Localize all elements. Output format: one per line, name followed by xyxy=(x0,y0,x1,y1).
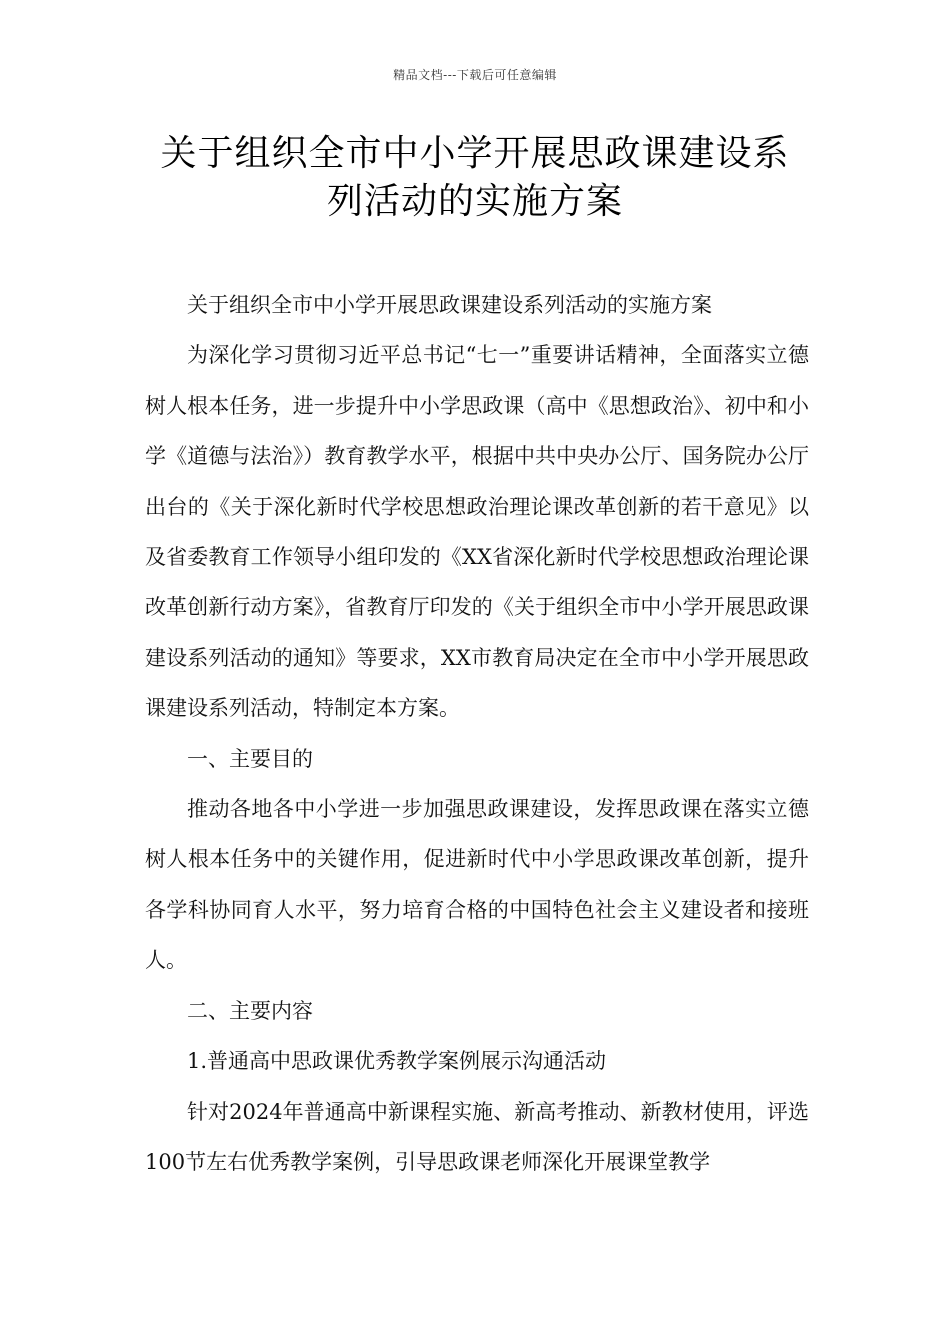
header-note: 精品文档---下载后可任意编辑 xyxy=(393,68,557,82)
title-line-2: 列活动的实施方案 xyxy=(326,181,623,222)
paragraph-subtitle: 关于组织全市中小学开展思政课建设系列活动的实施方案 xyxy=(187,293,712,317)
subsection-heading-1: 1.普通高中思政课优秀教学案例展示沟通活动 xyxy=(187,1049,607,1074)
section-heading-1: 一、主要目的 xyxy=(187,746,313,771)
title-line-1: 关于组织全市中小学开展思政课建设系 xyxy=(160,133,790,174)
document-body xyxy=(145,280,809,1187)
paragraph-purpose: 推动各地各中小学进一步加强思政课建设，发挥思政课在落实立德树人根本任务中的关键作用，促进新时代中小学思政课改革创新，提升各学科协同育人水平，努力培育合格的中国特色社会主义建设者和接班人。 xyxy=(145,797,809,973)
paragraph-intro: 为深化学习贯彻习近平总书记“七一”重要讲话精神，全面落实立德树人根本任务，进一步提升中小学思政课（高中《思想政治》、初中和小学《道德与法治》）教育教学水平，根据中共中央办公厅、国务院办公厅出台的《关于深化新时代学校思想政治理论课改革创新的若干意见》以及省委教育工作领导小组印发的《XX省深化新时代学校思想政治理论课改革创新行动方案》，省教育厅印发的《关于组织全市中小学开展思政课建设系列活动的通知》等要求，XX市教育局决定在全市中小学开展思政课建设系列活动，特制定本方案。 xyxy=(145,343,809,721)
document-title xyxy=(130,130,820,226)
section-heading-2: 二、主要内容 xyxy=(187,998,313,1023)
paragraph-content-1: 针对2024年普通高中新课程实施、新高考推动、新教材使用，评选100节左右优秀教学案例，引导思政课老师深化开展课堂教学 xyxy=(145,1099,809,1174)
